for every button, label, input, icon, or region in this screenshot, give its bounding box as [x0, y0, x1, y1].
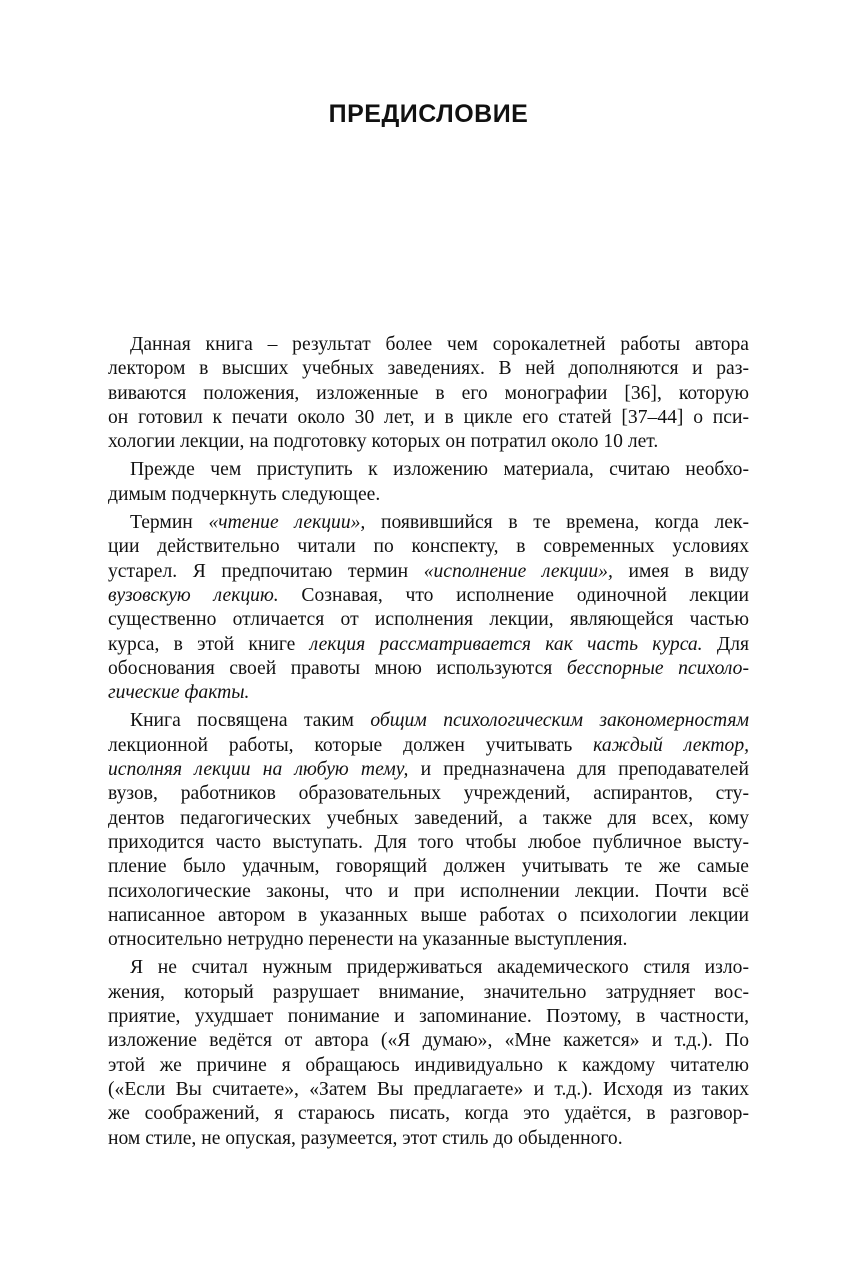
italic-text: исполняя лекции на любую тему, [108, 759, 409, 781]
paragraph [108, 458, 749, 507]
text-line [108, 956, 749, 980]
text-segment: («Если Вы считаете», «Затем Вы предлагаете» и т.д.). Исходя из таких [108, 1078, 749, 1100]
text-segment: димым подчеркнуть следующее. [108, 483, 381, 505]
text-line [108, 880, 749, 904]
text-segment: вузов, работников образовательных учреждений, аспирантов, сту- [108, 783, 749, 805]
text-line [108, 458, 749, 482]
text-line [108, 855, 749, 879]
text-line [108, 608, 749, 632]
text-segment: изложение ведётся от автора («Я думаю», «Мне кажется» и т.д.). По [108, 1030, 749, 1052]
text-line [108, 406, 749, 430]
text-line [108, 928, 749, 952]
text-line [108, 357, 749, 381]
text-line [108, 1029, 749, 1053]
text-segment: он готовил к печати около 30 лет, и в цикле его статей [37–44] о пси- [108, 406, 749, 428]
text-line [108, 1127, 749, 1151]
text-segment: относительно нетрудно перенести на указанные выступления. [108, 929, 628, 951]
paragraph [108, 333, 749, 454]
text-segment: этой же причине я обращаюсь индивидуально к каждому читателю [108, 1054, 749, 1076]
text-line [108, 1054, 749, 1078]
italic-text: каждый лектор, [593, 734, 750, 756]
paragraph [108, 511, 749, 705]
text-segment: виваются положения, изложенные в его монографии [36], которую [108, 382, 749, 404]
text-segment: же соображений, я стараюсь писать, когда это удаётся, в разговор- [108, 1103, 749, 1125]
text-line [108, 430, 749, 454]
italic-text: «исполнение лекции», [423, 560, 613, 582]
text-segment: обоснования своей правоты мною используются [108, 657, 567, 679]
text-segment: дентов педагогических учебных заведений, а также для всех, кому [108, 807, 749, 829]
italic-text: бесспорные психоло- [566, 657, 749, 679]
text-line [108, 1005, 749, 1029]
italic-text: лекция рассматривается как часть курса. [309, 633, 703, 655]
text-line [108, 511, 749, 535]
text-line [108, 633, 749, 657]
text-segment: ном стиле, не опуская, разумеется, этот стиль до обыденного. [108, 1127, 623, 1149]
text-segment: написанное автором в указанных выше работах о психологии лекции [108, 904, 749, 926]
text-line [108, 560, 749, 584]
text-segment: имея в виду [612, 560, 750, 582]
text-line [108, 782, 749, 806]
body-text [108, 333, 749, 1155]
text-segment: Сознавая, что исполнение одиночной лекции [278, 584, 749, 606]
text-line [108, 382, 749, 406]
text-segment: жения, который разрушает внимание, значительно затрудняет вос- [108, 981, 749, 1003]
text-segment: устарел. Я предпочитаю термин [108, 560, 424, 582]
italic-text: гические факты. [108, 682, 250, 704]
text-line [108, 904, 749, 928]
text-line [108, 333, 749, 357]
text-segment: хологии лекции, на подготовку которых он потратил около 10 лет. [108, 431, 659, 453]
text-line [108, 709, 749, 733]
text-segment: существенно отличается от исполнения лекции, являющейся частью [108, 609, 749, 631]
text-line [108, 681, 749, 705]
italic-text: вузовскую лекцию. [108, 584, 279, 606]
text-line [108, 734, 749, 758]
text-line [108, 807, 749, 831]
text-segment: Книга посвящена таким [130, 710, 371, 732]
text-line [108, 758, 749, 782]
text-segment: пление было удачным, говорящий должен учитывать те же самые [108, 856, 749, 878]
text-segment: Для [702, 633, 749, 655]
text-segment: лектором в высших учебных заведениях. В ней дополняются и раз- [108, 358, 749, 380]
italic-text: общим психологическим закономерностям [370, 710, 750, 732]
text-segment: появившийся в те времена, когда лек- [365, 512, 749, 534]
italic-text: «чтение лекции», [208, 512, 366, 534]
text-segment: курса, в этой книге [108, 633, 310, 655]
text-segment: лекционной работы, которые должен учитывать [108, 734, 594, 756]
text-line [108, 483, 749, 507]
text-segment: Данная книга – результат более чем сорокалетней работы автора [130, 334, 749, 355]
text-segment: Я не считал нужным придерживаться академического стиля изло- [130, 957, 749, 979]
text-segment: приятие, ухудшает понимание и запоминание. Поэтому, в частности, [108, 1006, 749, 1028]
text-line [108, 981, 749, 1005]
text-segment: Прежде чем приступить к изложению материала, считаю необхо- [130, 459, 749, 481]
paragraph [108, 956, 749, 1150]
page-title: ПРЕДИСЛОВИЕ [328, 100, 529, 128]
paragraph [108, 709, 749, 952]
text-segment: приходится часто выступать. Для того чтобы любое публичное высту- [108, 831, 749, 853]
text-segment: ции действительно читали по конспекту, в современных условиях [108, 536, 749, 558]
text-line [108, 535, 749, 559]
text-line [108, 831, 749, 855]
text-segment: психологические законы, что и при исполнении лекции. Почти всё [108, 880, 749, 902]
text-segment: Термин [130, 512, 209, 534]
text-line [108, 657, 749, 681]
text-segment: и предназначена для преподавателей [408, 759, 749, 781]
text-line [108, 1078, 749, 1102]
text-line [108, 584, 749, 608]
text-line [108, 1102, 749, 1126]
